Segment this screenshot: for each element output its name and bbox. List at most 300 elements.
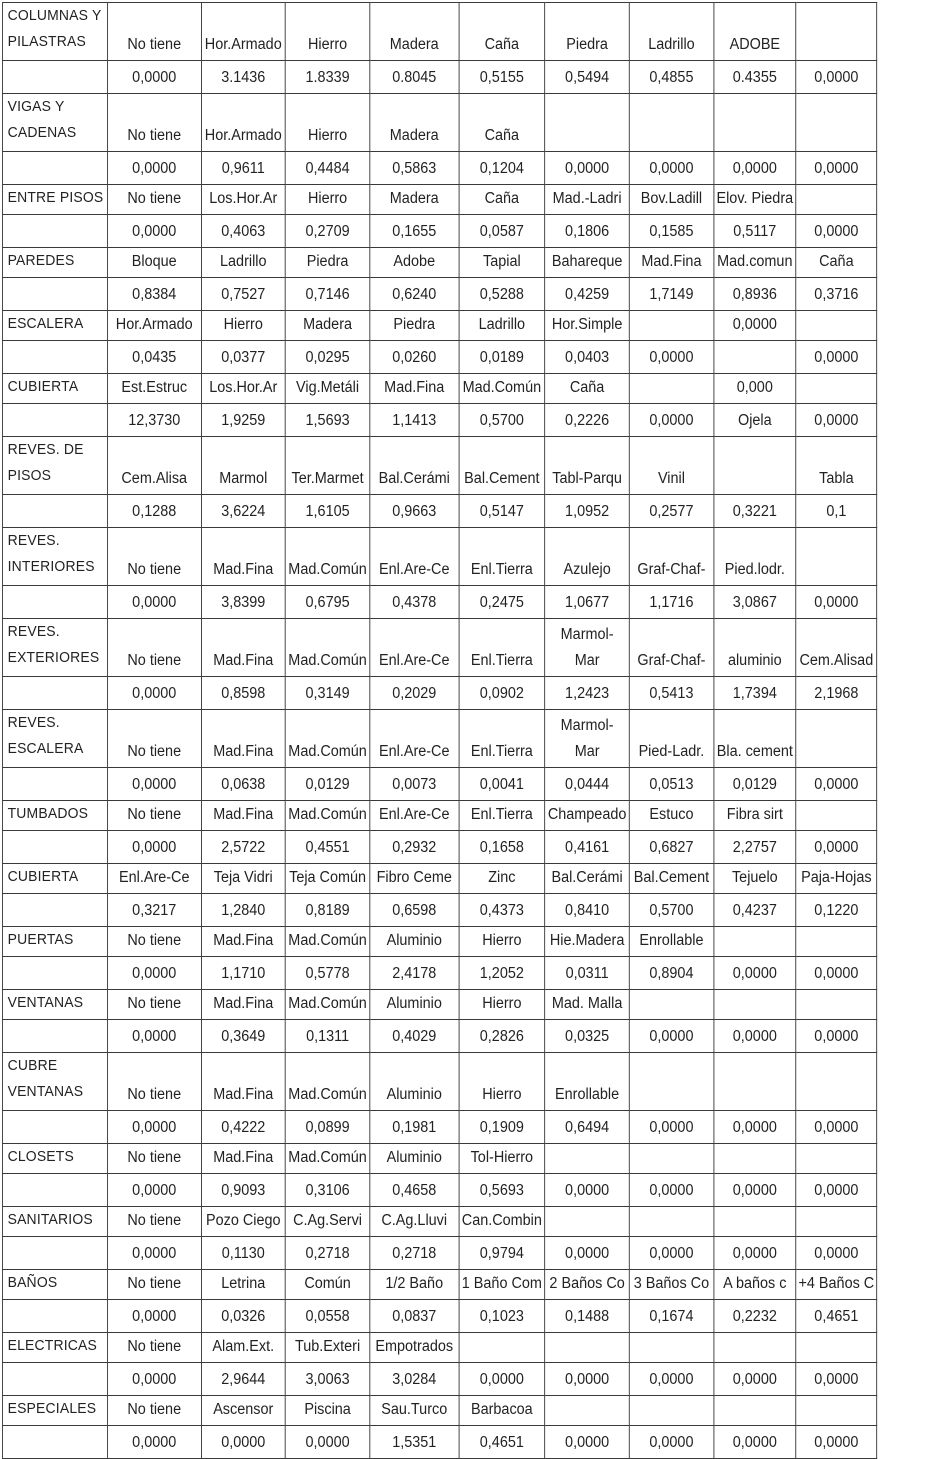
- option-label-cell: 2 Baños Co: [545, 1270, 629, 1300]
- category-cell: BAÑOS: [2, 1270, 107, 1300]
- option-label-cell: Mad.Fina: [370, 374, 459, 404]
- factor-value-cell: 0,0311: [545, 957, 629, 990]
- factor-value-cell: 0,0000: [545, 152, 629, 185]
- option-label-cell: [629, 1053, 713, 1111]
- option-label-cell: Caña: [796, 248, 877, 278]
- category-cell: REVES. EXTERIORES: [2, 619, 107, 677]
- label-row: [2, 1396, 876, 1426]
- factor-value-cell: 0,0000: [201, 1426, 285, 1459]
- option-label-cell: [629, 990, 713, 1020]
- label-row: [2, 1053, 876, 1111]
- option-label-cell: [714, 990, 796, 1020]
- option-label-cell: Los.Hor.Ar: [201, 374, 285, 404]
- option-label-cell: Elov. Piedra: [714, 185, 796, 215]
- factor-value-cell: 0,0000: [796, 404, 877, 437]
- option-label-cell: [629, 1144, 713, 1174]
- factor-value-cell: 0,4855: [629, 61, 713, 94]
- factor-value-cell: 0,0000: [629, 1426, 713, 1459]
- option-label-cell: Madera: [370, 3, 459, 61]
- valuation-factors-table: [2, 2, 877, 1459]
- option-label-cell: [714, 1396, 796, 1426]
- factor-value-cell: 0,1288: [107, 495, 201, 528]
- option-label-cell: Marmol- Mar: [545, 619, 629, 677]
- category-spacer-cell: [2, 495, 107, 528]
- option-label-cell: Letrina: [201, 1270, 285, 1300]
- factor-value-cell: 0,1909: [459, 1111, 545, 1144]
- factor-value-cell: 0,0000: [107, 1426, 201, 1459]
- factor-value-cell: 0,0000: [107, 1237, 201, 1270]
- category-spacer-cell: [2, 586, 107, 619]
- value-row: [2, 1300, 876, 1333]
- factor-value-cell: 0,8189: [285, 894, 369, 927]
- category-cell: REVES. ESCALERA: [2, 710, 107, 768]
- factor-value-cell: 0,0000: [796, 831, 877, 864]
- option-label-cell: [459, 1333, 545, 1363]
- factor-value-cell: 12,3730: [107, 404, 201, 437]
- category-spacer-cell: [2, 1174, 107, 1207]
- factor-value-cell: 0,0000: [545, 1426, 629, 1459]
- category-cell: ELECTRICAS: [2, 1333, 107, 1363]
- factor-value-cell: 0,0000: [629, 1237, 713, 1270]
- factor-value-cell: 0,0000: [714, 1426, 796, 1459]
- factor-value-cell: 0,4373: [459, 894, 545, 927]
- option-label-cell: Tabla: [796, 437, 877, 495]
- factor-value-cell: 0,0000: [796, 152, 877, 185]
- category-cell: CUBRE VENTANAS: [2, 1053, 107, 1111]
- option-label-cell: No tiene: [107, 94, 201, 152]
- factor-value-cell: 0,4259: [545, 278, 629, 311]
- value-row: [2, 1237, 876, 1270]
- option-label-cell: Cem.Alisa: [107, 437, 201, 495]
- factor-value-cell: 0.8045: [370, 61, 459, 94]
- factor-value-cell: 0,0189: [459, 341, 545, 374]
- factor-value-cell: 0,0000: [796, 1237, 877, 1270]
- factor-value-cell: 0,1220: [796, 894, 877, 927]
- factor-value-cell: 2,9644: [201, 1363, 285, 1396]
- factor-value-cell: 0,3106: [285, 1174, 369, 1207]
- value-row: [2, 215, 876, 248]
- option-label-cell: 0,0000: [714, 311, 796, 341]
- factor-value-cell: 0,0000: [796, 957, 877, 990]
- value-row: [2, 957, 876, 990]
- option-label-cell: Piscina: [285, 1396, 369, 1426]
- option-label-cell: Mad.Fina: [629, 248, 713, 278]
- factor-value-cell: 1,6105: [285, 495, 369, 528]
- option-label-cell: Común: [285, 1270, 369, 1300]
- label-row: [2, 185, 876, 215]
- option-label-cell: Aluminio: [370, 1144, 459, 1174]
- category-spacer-cell: [2, 1363, 107, 1396]
- label-row: [2, 1270, 876, 1300]
- category-cell: PAREDES: [2, 248, 107, 278]
- option-label-cell: Hor.Armado: [201, 3, 285, 61]
- factor-value-cell: 3,0063: [285, 1363, 369, 1396]
- option-label-cell: Sau.Turco: [370, 1396, 459, 1426]
- option-label-cell: Adobe: [370, 248, 459, 278]
- factor-value-cell: 0,5155: [459, 61, 545, 94]
- factor-value-cell: 0,0899: [285, 1111, 369, 1144]
- option-label-cell: Caña: [459, 94, 545, 152]
- factor-value-cell: 0,0129: [714, 768, 796, 801]
- factor-value-cell: 0,8384: [107, 278, 201, 311]
- factor-value-cell: 0,0000: [107, 1174, 201, 1207]
- factor-value-cell: 0,0000: [796, 1426, 877, 1459]
- factor-value-cell: 3,6224: [201, 495, 285, 528]
- option-label-cell: No tiene: [107, 801, 201, 831]
- factor-value-cell: 0,5288: [459, 278, 545, 311]
- label-row: [2, 248, 876, 278]
- option-label-cell: 1/2 Baño: [370, 1270, 459, 1300]
- category-cell: REVES. DE PISOS: [2, 437, 107, 495]
- factor-value-cell: 0,6795: [285, 586, 369, 619]
- option-label-cell: No tiene: [107, 185, 201, 215]
- option-label-cell: No tiene: [107, 528, 201, 586]
- factor-value-cell: 0,9794: [459, 1237, 545, 1270]
- option-label-cell: Bov.Ladill: [629, 185, 713, 215]
- option-label-cell: [796, 1396, 877, 1426]
- option-label-cell: [714, 927, 796, 957]
- factor-value-cell: 1,2423: [545, 677, 629, 710]
- factor-value-cell: 0,1311: [285, 1020, 369, 1053]
- category-cell: CUBIERTA: [2, 374, 107, 404]
- factor-value-cell: 0,1981: [370, 1111, 459, 1144]
- factor-value-cell: 0,0000: [107, 957, 201, 990]
- option-label-cell: Piedra: [370, 311, 459, 341]
- option-label-cell: C.Ag.Servi: [285, 1207, 369, 1237]
- label-row: [2, 1207, 876, 1237]
- option-label-cell: No tiene: [107, 1053, 201, 1111]
- option-label-cell: [796, 710, 877, 768]
- factor-value-cell: 0,3221: [714, 495, 796, 528]
- option-label-cell: No tiene: [107, 1207, 201, 1237]
- option-label-cell: Ascensor: [201, 1396, 285, 1426]
- factor-value-cell: 0,2932: [370, 831, 459, 864]
- factor-value-cell: 0,5147: [459, 495, 545, 528]
- option-label-cell: Ladrillo: [201, 248, 285, 278]
- factor-value-cell: 0,0000: [545, 1237, 629, 1270]
- option-label-cell: Mad.Fina: [201, 990, 285, 1020]
- value-row: [2, 1426, 876, 1459]
- factor-value-cell: Ojela: [714, 404, 796, 437]
- factor-value-cell: 3,8399: [201, 586, 285, 619]
- factor-value-cell: 0,0000: [107, 1363, 201, 1396]
- option-label-cell: A baños c: [714, 1270, 796, 1300]
- factor-value-cell: 0,0000: [629, 1363, 713, 1396]
- option-label-cell: [796, 1053, 877, 1111]
- factor-value-cell: 0,9611: [201, 152, 285, 185]
- option-label-cell: Empotrados: [370, 1333, 459, 1363]
- factor-value-cell: 1.8339: [285, 61, 369, 94]
- label-row: [2, 1144, 876, 1174]
- option-label-cell: [796, 528, 877, 586]
- factor-value-cell: 0,4658: [370, 1174, 459, 1207]
- factor-value-cell: 0,0326: [201, 1300, 285, 1333]
- option-label-cell: Hie.Madera: [545, 927, 629, 957]
- factor-value-cell: 1,0677: [545, 586, 629, 619]
- factor-value-cell: 0,0000: [545, 1363, 629, 1396]
- factor-value-cell: 0,4378: [370, 586, 459, 619]
- option-label-cell: Tapial: [459, 248, 545, 278]
- factor-value-cell: 0,1806: [545, 215, 629, 248]
- option-label-cell: Hierro: [285, 94, 369, 152]
- factor-value-cell: 2,1968: [796, 677, 877, 710]
- category-spacer-cell: [2, 1020, 107, 1053]
- option-label-cell: [629, 1333, 713, 1363]
- option-label-cell: [629, 94, 713, 152]
- value-row: [2, 677, 876, 710]
- option-label-cell: Enl.Tierra: [459, 619, 545, 677]
- label-row: [2, 710, 876, 768]
- factor-value-cell: 0,4551: [285, 831, 369, 864]
- factor-value-cell: 0,1655: [370, 215, 459, 248]
- option-label-cell: Enl.Tierra: [459, 528, 545, 586]
- factor-value-cell: 0,0000: [629, 404, 713, 437]
- factor-value-cell: 0,6827: [629, 831, 713, 864]
- option-label-cell: Enrollable: [545, 1053, 629, 1111]
- factor-value-cell: 1,9259: [201, 404, 285, 437]
- option-label-cell: Paja-Hojas: [796, 864, 877, 894]
- factor-value-cell: 0,0260: [370, 341, 459, 374]
- option-label-cell: [714, 94, 796, 152]
- category-spacer-cell: [2, 61, 107, 94]
- category-spacer-cell: [2, 341, 107, 374]
- option-label-cell: Aluminio: [370, 990, 459, 1020]
- option-label-cell: No tiene: [107, 1333, 201, 1363]
- label-row: [2, 3, 876, 61]
- option-label-cell: [796, 3, 877, 61]
- option-label-cell: Mad.Común: [285, 801, 369, 831]
- factor-value-cell: 1,5351: [370, 1426, 459, 1459]
- option-label-cell: Mad.Común: [285, 528, 369, 586]
- option-label-cell: Enl.Tierra: [459, 710, 545, 768]
- option-label-cell: Mad.Común: [285, 927, 369, 957]
- option-label-cell: Bahareque: [545, 248, 629, 278]
- factor-value-cell: 0,8598: [201, 677, 285, 710]
- factor-value-cell: 0,5700: [629, 894, 713, 927]
- factor-value-cell: 0,0000: [714, 1363, 796, 1396]
- option-label-cell: No tiene: [107, 710, 201, 768]
- option-label-cell: Hierro: [201, 311, 285, 341]
- option-label-cell: Graf-Chaf-: [629, 528, 713, 586]
- factor-value-cell: 0,5117: [714, 215, 796, 248]
- option-label-cell: No tiene: [107, 1144, 201, 1174]
- factor-value-cell: 0,8936: [714, 278, 796, 311]
- option-label-cell: 1 Baño Com: [459, 1270, 545, 1300]
- category-spacer-cell: [2, 1111, 107, 1144]
- factor-value-cell: 0,7146: [285, 278, 369, 311]
- factor-value-cell: 0,3716: [796, 278, 877, 311]
- option-label-cell: Marmol: [201, 437, 285, 495]
- factor-value-cell: 0,2826: [459, 1020, 545, 1053]
- option-label-cell: No tiene: [107, 3, 201, 61]
- factor-value-cell: 0,6494: [545, 1111, 629, 1144]
- category-spacer-cell: [2, 957, 107, 990]
- factor-value-cell: 0.4355: [714, 61, 796, 94]
- factor-value-cell: 0,5494: [545, 61, 629, 94]
- option-label-cell: Hor.Armado: [107, 311, 201, 341]
- option-label-cell: Hierro: [285, 185, 369, 215]
- value-row: [2, 152, 876, 185]
- factor-value-cell: 2,5722: [201, 831, 285, 864]
- category-spacer-cell: [2, 1426, 107, 1459]
- factor-value-cell: 0,0000: [796, 586, 877, 619]
- option-label-cell: Bal.Cement: [459, 437, 545, 495]
- option-label-cell: Mad.-Ladri: [545, 185, 629, 215]
- value-row: [2, 1020, 876, 1053]
- factor-value-cell: 0,0587: [459, 215, 545, 248]
- option-label-cell: Zinc: [459, 864, 545, 894]
- option-label-cell: Bal.Cerámi: [370, 437, 459, 495]
- option-label-cell: Bal.Cement: [629, 864, 713, 894]
- option-label-cell: C.Ag.Lluvi: [370, 1207, 459, 1237]
- option-label-cell: Hierro: [459, 927, 545, 957]
- option-label-cell: ADOBE: [714, 3, 796, 61]
- option-label-cell: [545, 94, 629, 152]
- option-label-cell: Can.Combin: [459, 1207, 545, 1237]
- option-label-cell: Bloque: [107, 248, 201, 278]
- factor-value-cell: 0,4161: [545, 831, 629, 864]
- category-cell: COLUMNAS Y PILASTRAS: [2, 3, 107, 61]
- factor-value-cell: 0,2475: [459, 586, 545, 619]
- factor-value-cell: 0,6240: [370, 278, 459, 311]
- option-label-cell: Hor.Armado: [201, 94, 285, 152]
- option-label-cell: Hierro: [285, 3, 369, 61]
- option-label-cell: [796, 94, 877, 152]
- factor-value-cell: 0,7527: [201, 278, 285, 311]
- factor-value-cell: 3,0867: [714, 586, 796, 619]
- factor-value-cell: 0,0295: [285, 341, 369, 374]
- factor-value-cell: 0,0403: [545, 341, 629, 374]
- factor-value-cell: 1,1413: [370, 404, 459, 437]
- factor-value-cell: 1,0952: [545, 495, 629, 528]
- factor-value-cell: 0,0000: [107, 215, 201, 248]
- option-label-cell: No tiene: [107, 1270, 201, 1300]
- factor-value-cell: 1,5693: [285, 404, 369, 437]
- category-cell: VENTANAS: [2, 990, 107, 1020]
- factor-value-cell: 0,1023: [459, 1300, 545, 1333]
- option-label-cell: Mad.Fina: [201, 927, 285, 957]
- factor-value-cell: 0,8904: [629, 957, 713, 990]
- option-label-cell: No tiene: [107, 619, 201, 677]
- value-row: [2, 1174, 876, 1207]
- option-label-cell: [629, 311, 713, 341]
- factor-value-cell: 0,0513: [629, 768, 713, 801]
- factor-value-cell: 0,0000: [107, 152, 201, 185]
- option-label-cell: Enl.Are-Ce: [107, 864, 201, 894]
- option-label-cell: Madera: [285, 311, 369, 341]
- factor-value-cell: 0,0638: [201, 768, 285, 801]
- option-label-cell: Mad.Común: [459, 374, 545, 404]
- option-label-cell: Alam.Ext.: [201, 1333, 285, 1363]
- option-label-cell: Piedra: [545, 3, 629, 61]
- label-row: [2, 864, 876, 894]
- value-row: [2, 586, 876, 619]
- factor-value-cell: 0,2577: [629, 495, 713, 528]
- option-label-cell: Enrollable: [629, 927, 713, 957]
- factor-value-cell: 0,2709: [285, 215, 369, 248]
- factor-value-cell: 0,2226: [545, 404, 629, 437]
- option-label-cell: No tiene: [107, 1396, 201, 1426]
- factor-value-cell: 0,1204: [459, 152, 545, 185]
- option-label-cell: [545, 1396, 629, 1426]
- value-row: [2, 341, 876, 374]
- option-label-cell: Hor.Simple: [545, 311, 629, 341]
- value-row: [2, 495, 876, 528]
- factor-value-cell: 0,2718: [370, 1237, 459, 1270]
- factor-value-cell: 0,9093: [201, 1174, 285, 1207]
- option-label-cell: Mad.Común: [285, 710, 369, 768]
- option-label-cell: Tejuelo: [714, 864, 796, 894]
- option-label-cell: Fibra sirt: [714, 801, 796, 831]
- option-label-cell: [545, 1333, 629, 1363]
- factor-value-cell: 0,6598: [370, 894, 459, 927]
- factor-value-cell: 0,5413: [629, 677, 713, 710]
- category-spacer-cell: [2, 215, 107, 248]
- option-label-cell: [714, 1144, 796, 1174]
- option-label-cell: [545, 1144, 629, 1174]
- factor-value-cell: 0,0435: [107, 341, 201, 374]
- factor-value-cell: 0,0000: [796, 768, 877, 801]
- value-row: [2, 768, 876, 801]
- option-label-cell: Azulejo: [545, 528, 629, 586]
- value-row: [2, 404, 876, 437]
- factor-value-cell: 0,5693: [459, 1174, 545, 1207]
- option-label-cell: Madera: [370, 185, 459, 215]
- factor-value-cell: 0,0000: [796, 341, 877, 374]
- factor-value-cell: 0,0000: [545, 1174, 629, 1207]
- option-label-cell: Hierro: [459, 990, 545, 1020]
- value-row: [2, 278, 876, 311]
- option-label-cell: Mad.Fina: [201, 1053, 285, 1111]
- label-row: [2, 927, 876, 957]
- factor-value-cell: 0,4063: [201, 215, 285, 248]
- factor-value-cell: [714, 341, 796, 374]
- factor-value-cell: 0,0000: [107, 677, 201, 710]
- option-label-cell: Hierro: [459, 1053, 545, 1111]
- factor-value-cell: 0,4222: [201, 1111, 285, 1144]
- option-label-cell: Mad.Fina: [201, 710, 285, 768]
- factor-value-cell: 1,7394: [714, 677, 796, 710]
- factor-value-cell: 0,0902: [459, 677, 545, 710]
- category-spacer-cell: [2, 152, 107, 185]
- factor-value-cell: 0,4651: [796, 1300, 877, 1333]
- option-label-cell: Los.Hor.Ar: [201, 185, 285, 215]
- factor-value-cell: 0,2232: [714, 1300, 796, 1333]
- option-label-cell: Vinil: [629, 437, 713, 495]
- factor-value-cell: 0,0000: [107, 1020, 201, 1053]
- table-body: [2, 3, 876, 1459]
- option-label-cell: Mad.Fina: [201, 619, 285, 677]
- factor-value-cell: 0,0000: [629, 1020, 713, 1053]
- option-label-cell: [545, 1207, 629, 1237]
- factor-value-cell: 0,9663: [370, 495, 459, 528]
- option-label-cell: aluminio: [714, 619, 796, 677]
- option-label-cell: [796, 1333, 877, 1363]
- option-label-cell: Aluminio: [370, 1053, 459, 1111]
- category-cell: CUBIERTA: [2, 864, 107, 894]
- option-label-cell: Enl.Are-Ce: [370, 619, 459, 677]
- option-label-cell: Ladrillo: [629, 3, 713, 61]
- category-cell: CLOSETS: [2, 1144, 107, 1174]
- option-label-cell: [796, 1144, 877, 1174]
- factor-value-cell: 0,0000: [714, 1174, 796, 1207]
- factor-value-cell: 0,0000: [796, 1363, 877, 1396]
- category-cell: SANITARIOS: [2, 1207, 107, 1237]
- category-spacer-cell: [2, 677, 107, 710]
- factor-value-cell: 2,2757: [714, 831, 796, 864]
- factor-value-cell: 0,0000: [629, 341, 713, 374]
- factor-value-cell: 0,0073: [370, 768, 459, 801]
